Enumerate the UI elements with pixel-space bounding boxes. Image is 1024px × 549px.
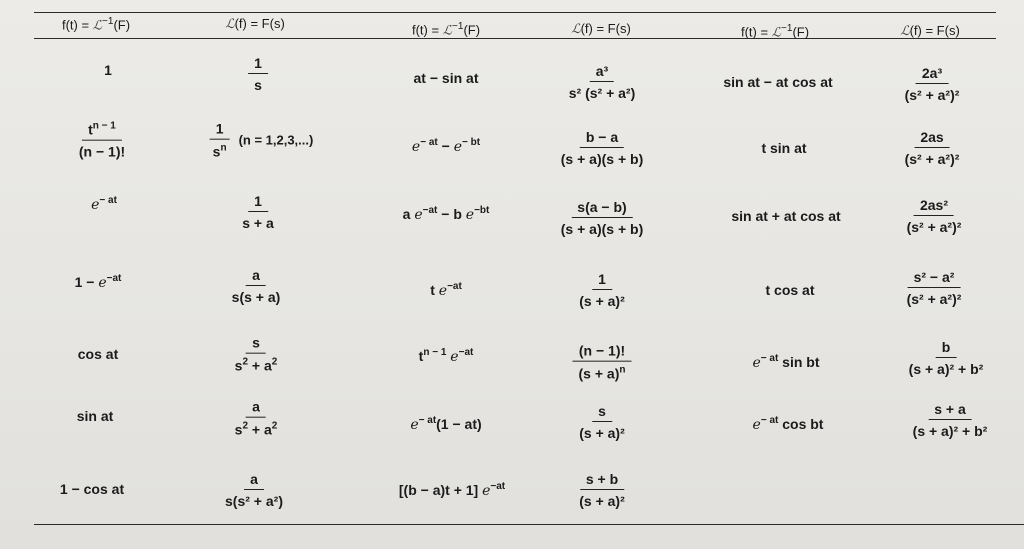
c3-r5: $t^{n - 1}$ $e^{-at}$ [418,347,474,365]
c3-r1: at − sin at [413,70,479,86]
c4-r4: $\frac{1}{\text{(s + a)²}}$ [579,271,625,309]
c2-r7: $\frac{a}{\text{s(s² + a²)}}$ [225,471,283,509]
c2-r6: $\frac{a}{s^2 + a^2}$ [234,398,278,438]
c6-r5: $\frac{b}{\text{(s + a)² + b²}}$ [908,339,984,377]
c6-r2: $\frac{2as}{\text{(s² + a²)²}}$ [904,129,960,167]
c6-r3: $\frac{\text{2as²}}{\text{(s² + a²)²}}$ [906,197,962,235]
c6-r6: $\frac{s + a}{\text{(s + a)² + b²}}$ [912,401,988,439]
c6-r1: $\frac{\text{2a³}}{\text{(s² + a²)²}}$ [904,65,960,103]
c3-r7: [(b − a)t + 1] $e^{-at}$ [398,481,506,499]
c5-r5: $e^{- at}$ sin bt [752,353,820,371]
c2-r3: $\frac{1}{s + a}$ [242,193,274,231]
c4-r6: $\frac{s}{\text{(s + a)²}}$ [579,403,625,441]
bottom-rule [34,524,1024,525]
c3-r6: $e^{- at}(1 - at)$ [410,415,482,433]
top-rule [34,12,996,13]
header-col4: ℒ(f) = F(s) [571,21,631,37]
c3-r3: a $e^{-at} - b$ $e^{-bt}$ [402,205,490,223]
c1-r1: 1 [104,62,112,78]
c5-r1: sin at − at cos at [723,74,833,90]
header-col1: f(t) = ℒ$^{-1}$(F) [61,16,131,34]
header-col6: ℒ(f) = F(s) [900,23,960,39]
c3-r2: $e^{- at} - e^{- bt}$ [411,137,481,155]
c2-r2: $\frac{1}{s^n}$ (n = 1,2,3,...) [207,121,314,160]
c2-r4: $\frac{a}{s(s + a)}$ [231,267,281,305]
c1-r5: cos at [77,346,119,362]
c1-r4: $1 - e^{-at}$ [74,273,122,291]
header-rule [34,38,996,39]
c5-r4: t cos at [765,282,815,298]
c1-r7: 1 − cos at [59,481,125,497]
header-col3: f(t) = ℒ$^{-1}$(F) [411,21,481,39]
c4-r2: $\frac{b - a}{(s + a)(s + b)}$ [560,129,644,167]
c2-r1: $\frac{1}{s}$ [248,55,268,93]
c4-r3: $\frac{s(a - b)}{(s + a)(s + b)}$ [560,199,644,237]
c5-r3: sin at + at cos at [731,208,841,224]
c4-r1: $\frac{\text{a³}}{\text{s² (s² + a²)}}$ [568,63,636,101]
c4-r7: $\frac{s + b}{\text{(s + a)²}}$ [579,471,625,509]
c3-r4: t $e^{-at}$ [430,281,462,299]
c2-r5: $\frac{s}{s^2 + a^2}$ [234,334,278,374]
c1-r3: $e^{- at}$ [91,195,117,213]
c1-r2: $\frac{t^{n - 1}}{(n - 1)!}$ [78,120,126,160]
header-col5: f(t) = ℒ$^{-1}$(F) [740,23,810,41]
c6-r4: $\frac{\text{s² − a²}}{\text{(s² + a²)²}}$ [906,269,962,307]
c4-r5: $\frac{(n - 1)!}{(s + a)^n}$ [573,343,632,382]
header-col2: ℒ(f) = F(s) [225,16,285,32]
c5-r6: $e^{- at}$ cos bt [752,415,824,433]
c1-r6: sin at [76,408,114,424]
c5-r2: t sin at [761,140,807,156]
